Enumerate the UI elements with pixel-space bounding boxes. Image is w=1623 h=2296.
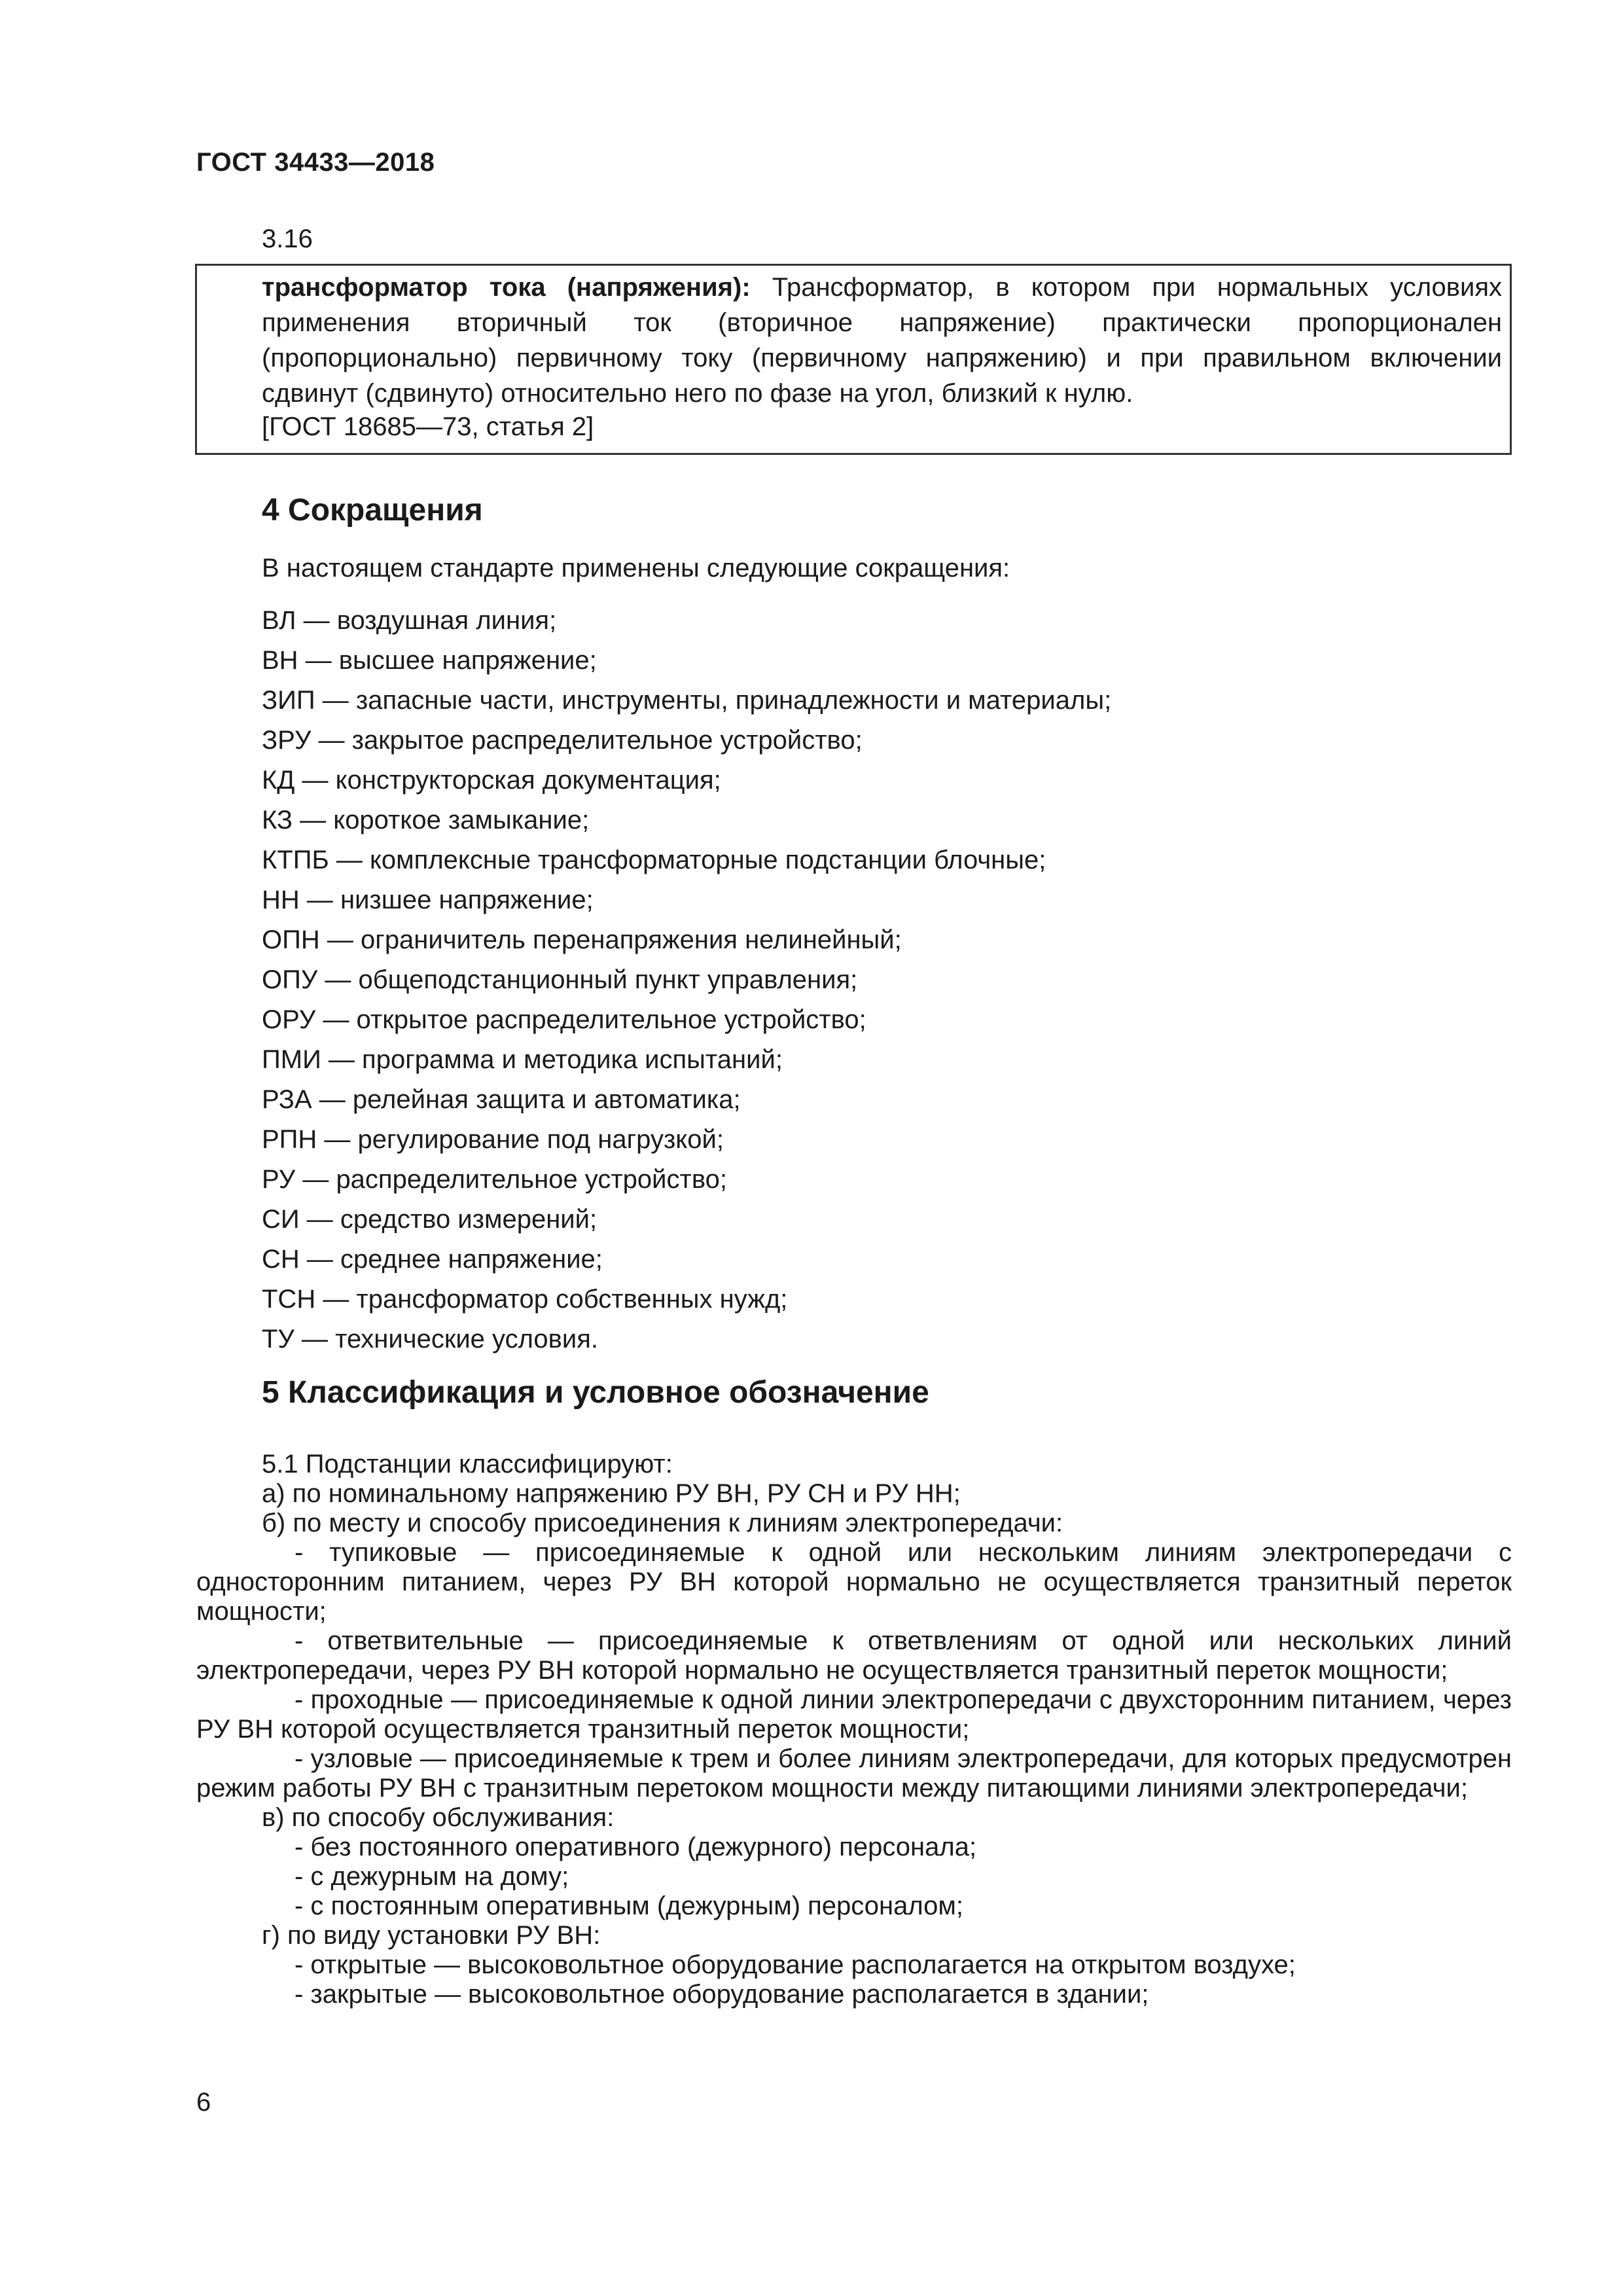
item-b-nodal: - узловые — присоединяемые к трем и более линиям электропередачи, для которых предусмотрен режим работы РУ ВН с транзитным перетоком мощности между питающими линиями электропередачи;: [196, 1744, 1512, 1803]
definition-body: Трансформатор, в котором при нормальных условиях применения вторичный ток (вторичное напряжение) практически пропорционален (пропорционально) первичному току (первичному напряжению) и при правильном включении сдвинут (сдвинуто) относительно него по фазе на угол, близкий к нулю.: [262, 273, 1503, 408]
item-v-3: - с постоянным оперативным (дежурным) персоналом;: [294, 1892, 963, 1920]
list-item: РПН — регулирование под нагрузкой;: [262, 1125, 724, 1154]
list-item: ВЛ — воздушная линия;: [262, 606, 557, 635]
item-v-1: - без постоянного оперативного (дежурного) персонала;: [294, 1833, 977, 1861]
list-item: ПМИ — программа и методика испытаний;: [262, 1045, 783, 1074]
item-a: а) по номинальному напряжению РУ ВН, РУ СН и РУ НН;: [262, 1479, 961, 1508]
list-item: КЗ — короткое замыкание;: [262, 806, 590, 834]
list-item: ОПН — ограничитель перенапряжения нелинейный;: [262, 925, 902, 954]
list-item: КТПБ — комплексные трансформаторные подстанции блочные;: [262, 846, 1046, 874]
definition-term: трансформатор тока (напряжения):: [262, 273, 751, 302]
definition-source: [ГОСТ 18685—73, статья 2]: [262, 412, 594, 441]
list-item: ТСН — трансформатор собственных нужд;: [262, 1285, 788, 1314]
section-4-heading: 4 Сокращения: [262, 493, 483, 528]
document-code: ГОСТ 34433—2018: [196, 148, 435, 177]
list-item: РЗА — релейная защита и автоматика;: [262, 1085, 741, 1114]
list-item: ЗИП — запасные части, инструменты, принадлежности и материалы;: [262, 686, 1112, 715]
list-item: КД — конструкторская документация;: [262, 766, 721, 795]
classification-text: [196, 1450, 1512, 2009]
item-b-dead-end: - тупиковые — присоединяемые к одной или нескольким линиям электропередачи с односторонним питанием, через РУ ВН которой нормально не осуществляется транзитный переток мощности;: [196, 1538, 1512, 1626]
page-number: 6: [196, 2088, 211, 2117]
list-item: ТУ — технические условия.: [262, 1325, 598, 1354]
list-item: СН — среднее напряжение;: [262, 1245, 603, 1274]
definition-text: [262, 270, 1502, 411]
section-4-intro: В настоящем стандарте применены следующие сокращения:: [262, 554, 1010, 583]
item-b-through: - проходные — присоединяемые к одной линии электропередачи с двухсторонним питанием, через РУ ВН которой осуществляется транзитный переток мощности;: [196, 1685, 1512, 1744]
list-item: ОПУ — общеподстанционный пункт управления;: [262, 965, 858, 994]
abbreviation-list: [262, 601, 1111, 1359]
list-item: ВН — высшее напряжение;: [262, 646, 597, 675]
section-5-heading: 5 Классификация и условное обозначение: [262, 1375, 929, 1410]
item-b-branch: - ответвительные — присоединяемые к ответвлениям от одной или нескольких линий электропередачи, через РУ ВН которой нормально не осуществляется транзитный переток мощности;: [196, 1626, 1512, 1685]
clause-5-1: 5.1 Подстанции классифицируют:: [262, 1450, 673, 1479]
item-v: в) по способу обслуживания:: [262, 1803, 615, 1832]
list-item: ОРУ — открытое распределительное устройство;: [262, 1005, 866, 1034]
item-g-1: - открытые — высоковольтное оборудование располагается на открытом воздухе;: [294, 1950, 1296, 1979]
definition-number: 3.16: [262, 224, 313, 253]
item-v-2: - с дежурным на дому;: [294, 1862, 569, 1891]
list-item: СИ — средство измерений;: [262, 1205, 597, 1234]
item-g: г) по виду установки РУ ВН:: [262, 1921, 601, 1950]
list-item: РУ — распределительное устройство;: [262, 1165, 727, 1194]
item-g-2: - закрытые — высоковольтное оборудование располагается в здании;: [294, 1980, 1149, 2009]
list-item: НН — низшее напряжение;: [262, 886, 594, 914]
list-item: ЗРУ — закрытое распределительное устройство;: [262, 726, 863, 755]
item-b: б) по месту и способу присоединения к линиям электропередачи:: [262, 1509, 1063, 1537]
